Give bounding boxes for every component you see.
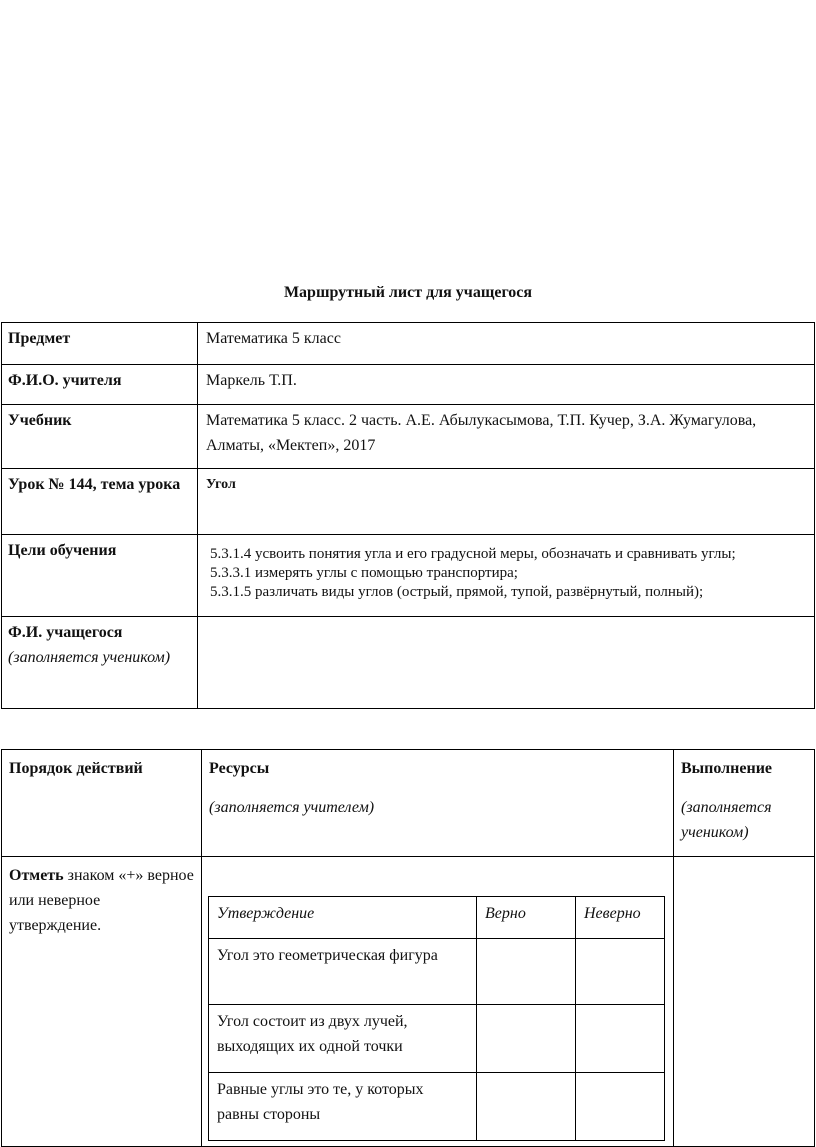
col1-header: Порядок действий — [9, 760, 143, 777]
statement-text: Равные углы это те, у которых равны стороны — [209, 1073, 477, 1141]
col2-note: (заполняется учителем) — [209, 799, 375, 816]
textbook-value: Математика 5 класс. 2 часть. А.Е. Абылукасымова, Т.П. Кучер, З.А. Жумагулова, Алматы, «Мектеп», 2017 — [198, 405, 815, 469]
table-row — [2, 750, 815, 857]
goals-label: Цели обучения — [2, 535, 198, 617]
statement-text: Угол состоит из двух лучей, выходящих их одной точки — [209, 1005, 477, 1073]
col1-header-cell — [2, 750, 202, 857]
col3-header-cell — [674, 750, 815, 857]
student-label-cell — [2, 617, 198, 709]
teacher-value: Маркель Т.П. — [198, 365, 815, 405]
col2-header: Ресурсы — [209, 760, 270, 777]
statement-text: Угол это геометрическая фигура — [209, 939, 477, 1005]
textbook-label: Учебник — [2, 405, 198, 469]
subject-value: Математика 5 класс — [198, 323, 815, 365]
table-row — [2, 617, 815, 709]
table-row — [209, 939, 665, 1005]
goal-item: 5.3.1.5 различать виды углов (острый, прямой, тупой, развёрнутый, полный); — [210, 584, 704, 600]
task-bold: Отметь — [9, 867, 64, 884]
lesson-value: Угол — [198, 469, 815, 535]
task-cell — [2, 857, 202, 1147]
false-header: Неверно — [576, 897, 665, 939]
table-row — [209, 897, 665, 939]
info-table — [1, 322, 815, 709]
col3-note: (заполняется учеником) — [681, 799, 772, 841]
goals-cell — [198, 535, 815, 617]
subject-label: Предмет — [2, 323, 198, 365]
true-cell[interactable] — [477, 939, 576, 1005]
false-cell[interactable] — [576, 1073, 665, 1141]
teacher-label: Ф.И.О. учителя — [2, 365, 198, 405]
table-row — [2, 365, 815, 405]
goal-item: 5.3.3.1 измерять углы с помощью транспортира; — [210, 565, 518, 581]
lesson-label: Урок № 144, тема урока — [2, 469, 198, 535]
col2-header-cell — [202, 750, 674, 857]
table-row — [2, 469, 815, 535]
execution-cell[interactable] — [674, 857, 815, 1147]
task-text: знаком «+» верное или неверное утверждение. — [9, 867, 194, 934]
statements-table — [208, 896, 665, 1141]
table-row — [2, 323, 815, 365]
true-header: Верно — [477, 897, 576, 939]
student-note: (заполняется учеником) — [8, 649, 171, 666]
table-row — [209, 1005, 665, 1073]
goal-item: 5.3.1.4 усвоить понятия угла и его градусной меры, обозначать и сравнивать углы; — [210, 546, 736, 562]
page-title: Маршрутный лист для учащегося — [283, 284, 533, 301]
statement-header: Утверждение — [209, 897, 477, 939]
false-cell[interactable] — [576, 939, 665, 1005]
student-label: Ф.И. учащегося — [8, 624, 123, 641]
col3-header: Выполнение — [681, 760, 773, 777]
true-cell[interactable] — [477, 1005, 576, 1073]
student-value[interactable] — [198, 617, 815, 709]
table-row — [209, 1073, 665, 1141]
false-cell[interactable] — [576, 1005, 665, 1073]
true-cell[interactable] — [477, 1073, 576, 1141]
table-row — [2, 405, 815, 469]
table-row — [2, 535, 815, 617]
